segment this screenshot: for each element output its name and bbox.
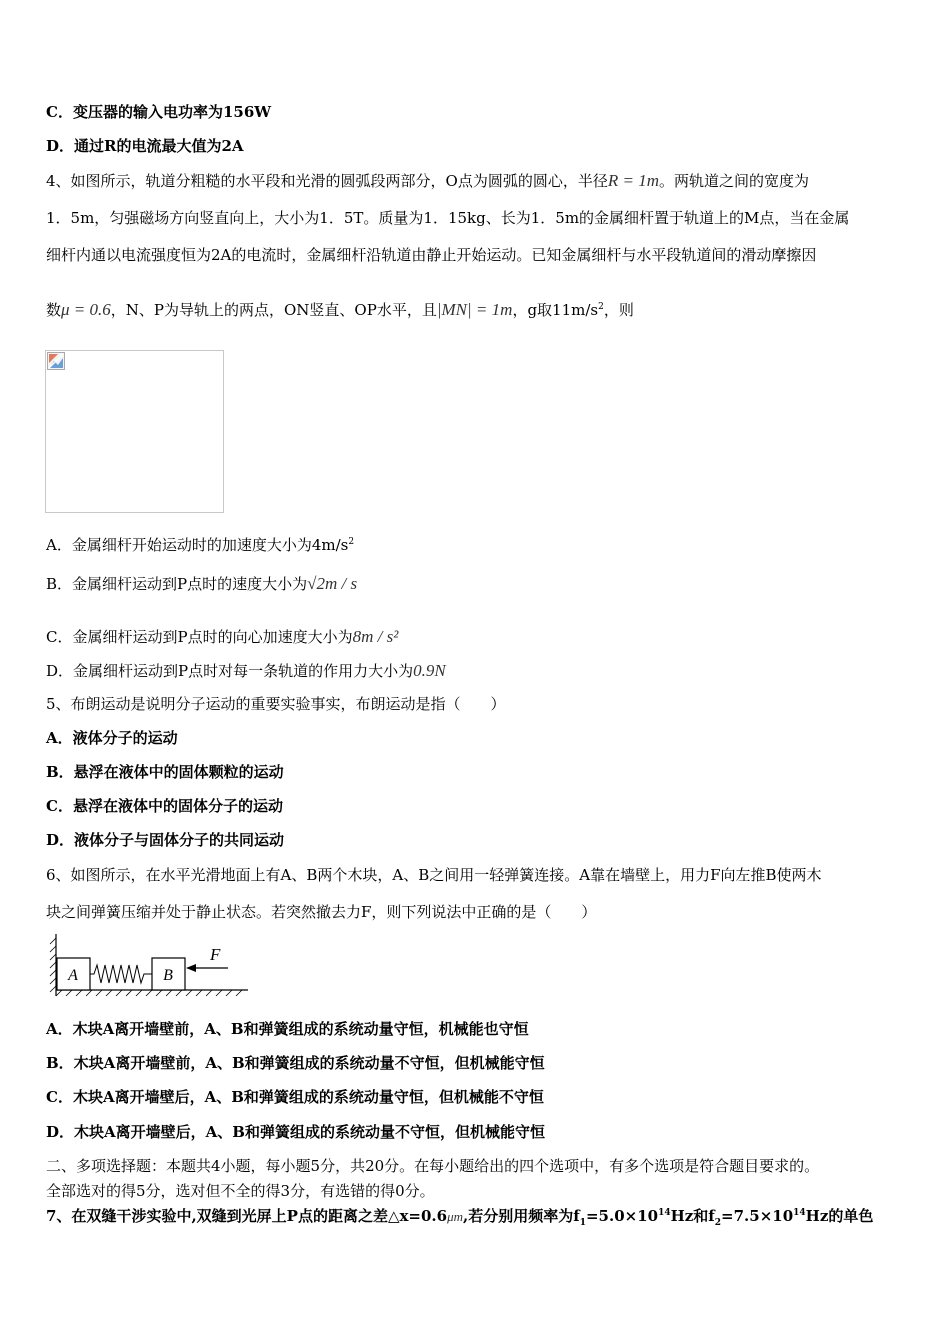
q6-spring-figure	[44, 932, 254, 1002]
q4-option-a	[46, 534, 354, 556]
q4-g-exponent: 2	[598, 302, 604, 312]
q3-option-d: D．通过R的电流最大值为2A	[46, 137, 244, 155]
mn-formula: |MN| = 1m	[436, 300, 513, 319]
q4-option-a-exponent: 2	[348, 537, 355, 547]
q7-text-d: Hz和f	[670, 1207, 715, 1225]
block-b-label: B	[163, 967, 173, 984]
block-a-label: A	[68, 967, 78, 984]
q3-option-c: C．变压器的输入电功率为156W	[46, 103, 272, 121]
q4-figure-placeholder	[45, 350, 224, 513]
q6-option-c: C．木块A离开墙壁后，A、B和弹簧组成的系统动量守恒，但机械能不守恒	[46, 1088, 544, 1106]
q4-option-b-text: B．金属细杆运动到P点时的速度大小为	[46, 575, 308, 593]
option-b-formula: √2m / s	[307, 574, 358, 593]
q7-text-a: 7、在双缝干涉实验中,双缝到光屏上P点的距离之差△x=0.6	[46, 1207, 448, 1225]
q4-stem-text-d: ，N、P为导轨上的两点，ON竖直、OP水平，且	[110, 301, 437, 319]
q6-option-b: B．木块A离开墙壁前，A、B和弹簧组成的系统动量不守恒，但机械能守恒	[46, 1054, 545, 1072]
section2-line1: 二、多项选择题：本题共4小题，每小题5分，共20分。在每小题给出的四个选项中，有多个选项是符合题目要求的。	[46, 1157, 820, 1175]
q7-text-c: =5.0×10	[585, 1207, 659, 1225]
q4-option-c	[46, 626, 398, 648]
q4-stem-text-c: 数	[46, 301, 62, 319]
force-arrow-head	[186, 964, 196, 972]
q4-stem-text-f: ，则	[603, 301, 634, 319]
q5-option-a: A．液体分子的运动	[46, 729, 178, 747]
q4-option-d	[46, 660, 446, 682]
option-d-formula: 0.9N	[413, 661, 446, 680]
q4-stem-text-b: 。两轨道之间的宽度为	[659, 172, 810, 190]
q6-option-a: A．木块A离开墙壁前，A、B和弹簧组成的系统动量守恒，机械能也守恒	[46, 1020, 529, 1038]
q7-text-f: Hz的单色	[805, 1207, 874, 1225]
q4-stem-line2: 1．5m，匀强磁场方向竖直向上，大小为1．5T。质量为1．15kg、长为1．5m的金属细杆置于轨道上的M点，当在金属	[46, 209, 850, 227]
q7-stem	[46, 1205, 873, 1228]
mu-formula: μ = 0.6	[61, 300, 111, 319]
q5-option-d: D．液体分子与固体分子的共同运动	[46, 831, 285, 849]
radius-formula: R = 1m	[607, 171, 659, 190]
q7-sup1: 14	[658, 1208, 671, 1218]
q5-option-b: B．悬浮在液体中的固体颗粒的运动	[46, 763, 284, 781]
force-label: F	[210, 945, 221, 964]
q7-sub2: 2	[714, 1218, 722, 1228]
q4-option-b	[46, 573, 357, 595]
q4-stem-text-a: 4、如图所示，轨道分粗糙的水平段和光滑的圆弧段两部分，O点为圆弧的圆心，半径	[46, 172, 608, 190]
q4-option-d-text: D．金属细杆运动到P点时对每一条轨道的作用力大小为	[46, 662, 414, 680]
spring	[90, 965, 152, 983]
floor-hatching	[56, 990, 242, 996]
q6-option-d: D．木块A离开墙壁后，A、B和弹簧组成的系统动量不守恒，但机械能守恒	[46, 1123, 545, 1141]
section2-line2: 全部选对的得5分，选对但不全的得3分，有选错的得0分。	[46, 1182, 435, 1200]
broken-image-icon	[47, 352, 65, 370]
wall-hatching	[50, 938, 56, 992]
q7-text-b: ,若分别用频率为f	[463, 1207, 580, 1225]
option-c-formula: 8m / s²	[352, 627, 399, 646]
q6-stem-line1: 6、如图所示，在水平光滑地面上有A、B两个木块，A、B之间用一轻弹簧连接。A靠在墙壁上，用力F向左推B使两木	[46, 866, 822, 884]
q7-sub1: 1	[579, 1218, 586, 1228]
q5-stem: 5、布朗运动是说明分子运动的重要实验事实，布朗运动是指（ ）	[46, 695, 506, 713]
q4-stem-line4	[46, 299, 634, 321]
q4-stem-text-e: ，g取11m/s	[512, 301, 599, 319]
q4-option-a-text: A．金属细杆开始运动时的加速度大小为4m/s	[46, 536, 349, 554]
q4-stem-line1	[46, 170, 809, 192]
q4-stem-line3: 细杆内通以电流强度恒为2A的电流时，金属细杆沿轨道由静止开始运动。已知金属细杆与水平段轨道间的滑动摩擦因	[46, 246, 817, 264]
q5-option-c: C．悬浮在液体中的固体分子的运动	[46, 797, 283, 815]
q7-sup2: 14	[793, 1208, 806, 1218]
q6-stem-line2: 块之间弹簧压缩并处于静止状态。若突然撤去力F，则下列说法中正确的是（ ）	[46, 903, 597, 921]
q4-option-c-text: C．金属细杆运动到P点时的向心加速度大小为	[46, 628, 353, 646]
q7-text-e: =7.5×10	[721, 1207, 794, 1225]
q7-unit: μm	[447, 1209, 464, 1224]
